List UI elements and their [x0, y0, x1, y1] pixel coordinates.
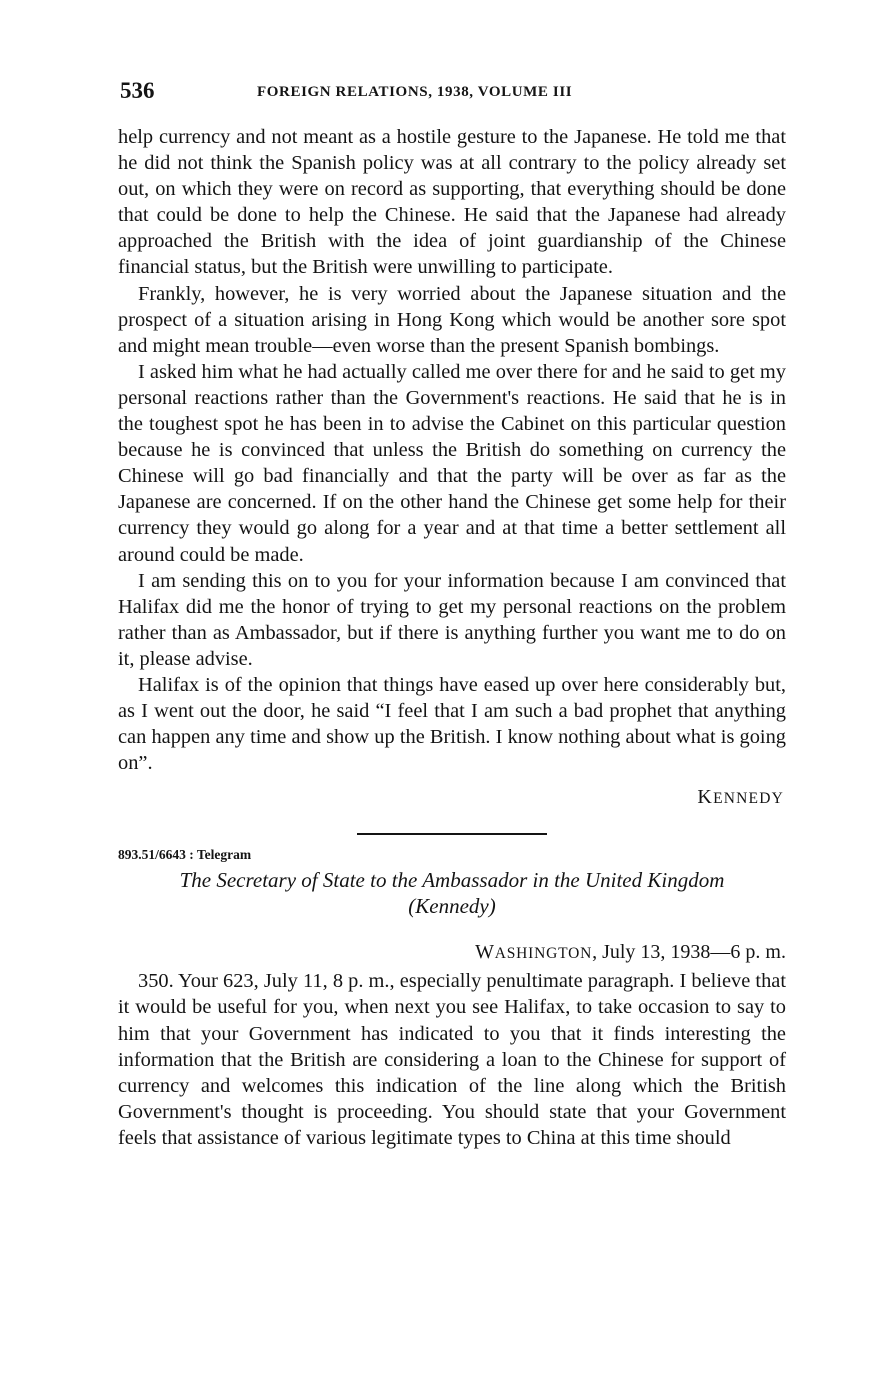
page-number: 536	[120, 78, 155, 103]
body-paragraph: Halifax is of the opinion that things have eased up over here considerably but, as I went out the door, he said “I feel that I am such a bad prophet that anything can happen any time and show up the British. I know nothing about what is going on”.	[118, 673, 786, 775]
dateline	[118, 941, 786, 964]
file-reference: 893.51/6643 : Telegram	[118, 847, 252, 863]
section-divider	[357, 833, 547, 835]
running-head: FOREIGN RELATIONS, 1938, VOLUME III	[257, 84, 573, 100]
document-title	[118, 867, 786, 919]
body-paragraph: I asked him what he had actually called me over there for and he said to get my personal reactions rather than the Government's reactions. He said that he is in the toughest spot he has been in to advise the Cabinet on this particular question because he is convinced that unless the British do something on currency the Chinese will go bad financially and that the party will be over as far as the Japanese are concerned. If on the other hand the Chinese get some help for their currency they would go along for a year and at that time a better settlement all around could be made.	[118, 360, 786, 566]
document-body	[118, 124, 786, 1151]
body-paragraph: Frankly, however, he is very worried about the Japanese situation and the prospect of a situation arising in Hong Kong which would be another sore spot and might mean trouble—even worse than the present Spanish bombings.	[118, 282, 786, 357]
telegram-paragraph: 350. Your 623, July 11, 8 p. m., especially penultimate paragraph. I believe that it would be useful for you, when next you see Halifax, to take occasion to say to him that your Government has indicated to you that it finds interesting the information that the British are considering a loan to the Chinese for support of currency and welcomes this indication of the line along which the British Government's thought is proceeding. You should state that your Government feels that assistance of various legitimate types to China at this time should	[118, 970, 786, 1149]
document-title-line: The Secretary of State to the Ambassador in the United Kingdom	[179, 868, 725, 893]
body-paragraph: help currency and not meant as a hostile gesture to the Japanese. He told me that he did not think the Spanish policy was at all contrary to the policy already set out, on which they were on record as supporting, that everything should be done that could be done to help the Chinese. He said that the Japanese had already approached the British with the idea of joint guardianship of the Chinese financial status, but the British were unwilling to participate.	[118, 126, 786, 279]
signature-rest: ENNEDY	[713, 790, 784, 808]
dateline-place-initial: W	[475, 941, 495, 964]
dateline-date: , July 13, 1938—6 p. m.	[592, 941, 786, 964]
signature	[118, 786, 784, 809]
page-header	[120, 78, 800, 108]
signature-initial: K	[697, 786, 714, 809]
dateline-place-rest: ASHINGTON	[494, 945, 593, 963]
document-title-line: (Kennedy)	[408, 894, 496, 919]
body-paragraph: I am sending this on to you for your information because I am convinced that Halifax did me the honor of trying to get my personal reactions on the problem rather than as Ambassador, but if there is anything further you want me to do on it, please advise.	[118, 569, 786, 670]
dateline-place	[475, 941, 593, 964]
